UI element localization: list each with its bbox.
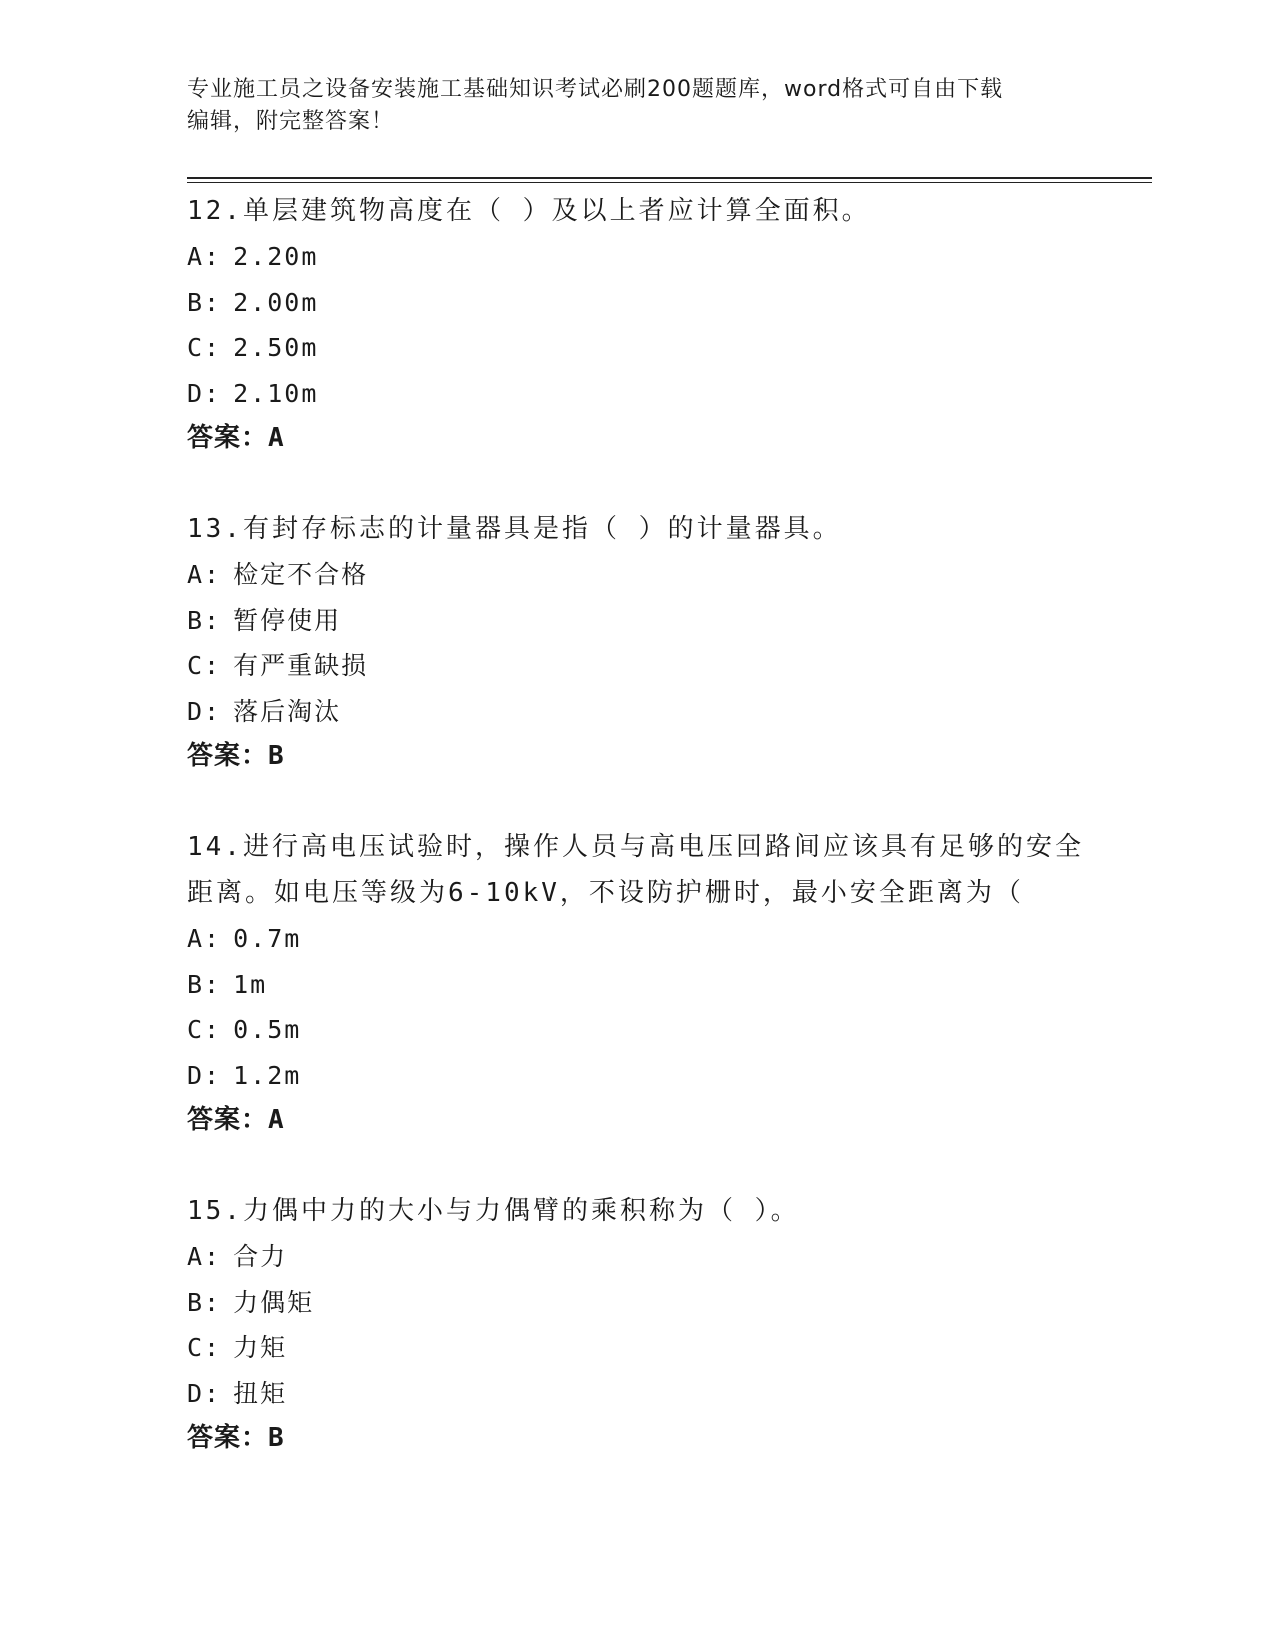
answer-value: B (268, 1423, 284, 1453)
option-key: B: (187, 1287, 222, 1317)
option-a (187, 1234, 1087, 1280)
option-key: D: (187, 1378, 222, 1408)
answer-value: A (268, 1105, 284, 1135)
question-12 (187, 188, 1087, 461)
option-b (187, 280, 1087, 326)
option-key: D: (187, 696, 222, 726)
option-key: A: (187, 924, 222, 953)
question-13 (187, 506, 1087, 779)
question-stem-continued: 距离。如电压等级为6-10kV，不设防护栅时，最小安全距离为（ (187, 878, 1024, 908)
option-text: 力矩 (233, 1333, 288, 1362)
answer-line (187, 416, 1087, 461)
option-text: 0.5m (233, 1015, 302, 1044)
option-key: A: (187, 1242, 222, 1271)
option-text: 1m (233, 969, 268, 999)
option-c (187, 1007, 1087, 1053)
option-a (187, 916, 1087, 962)
option-key: D: (187, 1060, 222, 1090)
option-key: C: (187, 651, 222, 680)
option-b (187, 598, 1087, 644)
option-c (187, 643, 1087, 689)
option-key: B: (187, 969, 222, 999)
option-d (187, 689, 1087, 735)
header-line-1: 专业施工员之设备安装施工基础知识考试必刷200题题库，word格式可自由下载 (187, 77, 1004, 102)
header-line-2: 编辑，附完整答案！ (187, 109, 395, 134)
option-key: A: (187, 560, 222, 589)
answer-value: A (268, 423, 284, 453)
option-c (187, 325, 1087, 371)
answer-line (187, 1416, 1087, 1461)
option-text: 合力 (233, 1242, 288, 1271)
answer-label: 答案： (187, 423, 269, 453)
option-d (187, 1053, 1087, 1099)
option-d (187, 371, 1087, 417)
question-list (187, 188, 1087, 1506)
option-text: 2.00m (233, 287, 319, 317)
option-key: C: (187, 333, 222, 362)
answer-value: B (268, 741, 284, 771)
option-text: 力偶矩 (233, 1287, 315, 1317)
option-text: 有严重缺损 (233, 651, 369, 680)
question-stem: 13.有封存标志的计量器具是指（ ）的计量器具。 (187, 514, 842, 544)
option-text: 检定不合格 (233, 560, 369, 589)
option-text: 扭矩 (233, 1378, 288, 1408)
option-key: A: (187, 242, 222, 271)
answer-line (187, 734, 1087, 779)
option-text: 0.7m (233, 924, 302, 953)
option-key: B: (187, 605, 222, 635)
answer-line (187, 1098, 1087, 1143)
option-text: 1.2m (233, 1060, 302, 1090)
option-b (187, 962, 1087, 1008)
document-header (187, 74, 1067, 138)
option-text: 暂停使用 (233, 605, 342, 635)
option-d (187, 1371, 1087, 1417)
answer-label: 答案： (187, 1105, 269, 1135)
option-b (187, 1280, 1087, 1326)
option-text: 落后淘汰 (233, 696, 342, 726)
option-key: B: (187, 287, 222, 317)
option-key: D: (187, 378, 222, 408)
option-text: 2.20m (233, 242, 319, 271)
question-14 (187, 824, 1087, 1143)
option-key: C: (187, 1015, 222, 1044)
option-text: 2.10m (233, 378, 319, 408)
header-divider-thin (187, 182, 1152, 183)
question-stem: 12.单层建筑物高度在（ ）及以上者应计算全面积。 (187, 196, 871, 226)
option-key: C: (187, 1333, 222, 1362)
option-a (187, 234, 1087, 280)
option-a (187, 552, 1087, 598)
question-stem: 14.进行高电压试验时，操作人员与高电压回路间应该具有足够的安全 (187, 832, 1084, 862)
answer-label: 答案： (187, 1423, 269, 1453)
option-text: 2.50m (233, 333, 319, 362)
option-c (187, 1325, 1087, 1371)
question-stem: 15.力偶中力的大小与力偶臂的乘积称为（ ）。 (187, 1196, 800, 1226)
question-15 (187, 1188, 1087, 1461)
header-divider-thick (187, 177, 1152, 179)
answer-label: 答案： (187, 741, 269, 771)
